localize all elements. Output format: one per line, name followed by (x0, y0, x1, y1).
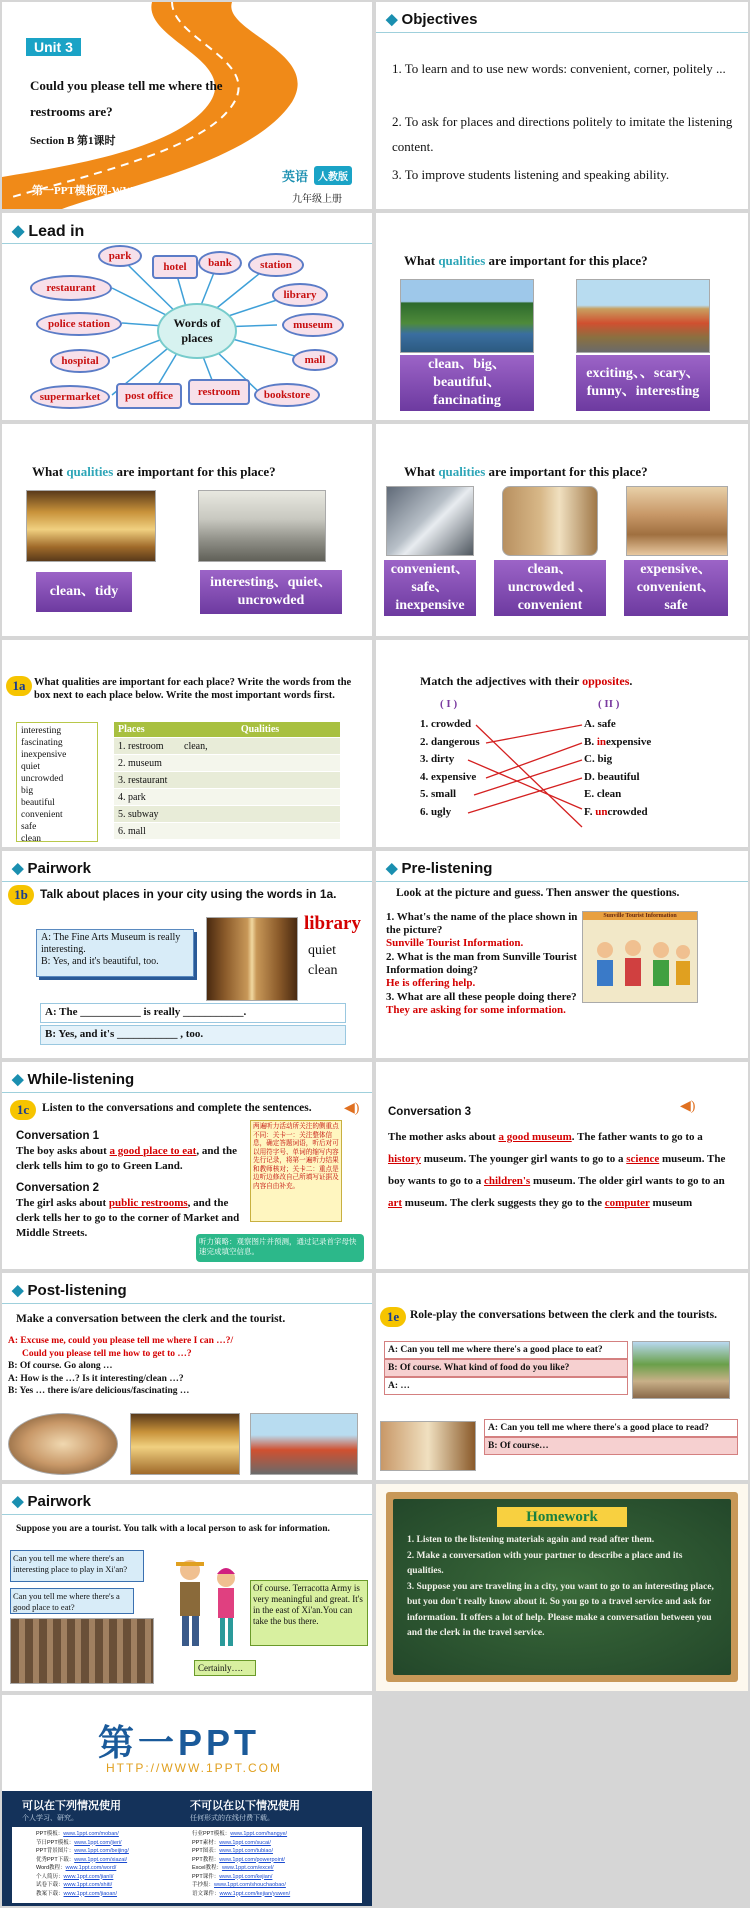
speaker-icon[interactable]: ◀) (344, 1101, 360, 1116)
slide-qualities-1[interactable] (376, 213, 748, 420)
link[interactable]: www.1ppt.com/jieri/ (74, 1839, 122, 1846)
badge-1c: 1c (10, 1100, 36, 1120)
match-lines (376, 640, 748, 847)
instruction: What qualities are important for each place? Write the words from the box next to each place below. Write the most important words first. (34, 677, 352, 701)
a1: Sunville Tourist Information. (386, 937, 524, 949)
pre-listening-heading: ◆ Pre-listening (386, 859, 492, 877)
link[interactable]: www.1ppt.com/sucai/ (219, 1839, 271, 1846)
link[interactable]: www.1ppt.com/kejian/ (219, 1873, 273, 1880)
a2: He is offering help. (386, 977, 476, 989)
word-item: safe (21, 822, 37, 832)
divider (2, 1303, 372, 1304)
restaurant-photo (130, 1413, 240, 1475)
link[interactable]: www.1ppt.com/xiazai/ (74, 1856, 128, 1863)
badge-1e: 1e (380, 1307, 406, 1327)
right-item: D. beautiful (584, 770, 640, 783)
link[interactable]: www.1ppt.com/beijing/ (74, 1848, 129, 1854)
divider (376, 881, 748, 882)
word-supermarket: supermarket (30, 385, 110, 409)
word-item: big (21, 786, 34, 796)
section-label: Section B 第1课时 (30, 135, 116, 147)
word-museum: museum (282, 313, 344, 337)
word-item: interesting (21, 726, 62, 736)
bubble-2: Can you tell me where there's a good place to eat? (10, 1588, 134, 1614)
site-label: 第一PPT模板网-WWW.1PPT.COM (32, 185, 202, 197)
homework-item: 3. Suppose you are traveling in a city, you want to go to an interesting place, but you don't really know about it. So you go to a travel service and ask for information. It offers a lot of help. Please make a conversation between you and the clerk in the travel service. (407, 1581, 714, 1638)
right-item: B. inexpensive (584, 735, 652, 748)
slide-lead-in[interactable] (2, 213, 372, 420)
line-5: B: Yes … there is/are delicious/fascinating … (8, 1386, 190, 1396)
lead-in-heading: ◆ Lead in (12, 221, 84, 241)
title-line2: restrooms are? (30, 104, 113, 119)
homework-list (407, 1533, 719, 1642)
left-item: 6. ugly (420, 805, 452, 818)
badge-1a: 1a (6, 676, 32, 696)
link[interactable]: www.1ppt.com/shiti/ (63, 1882, 113, 1888)
word-box (16, 722, 98, 842)
tourists-illustration (162, 1548, 252, 1658)
line-a1: A: Can you tell me where there's a good place to eat? (384, 1341, 628, 1359)
q2: 2. What is the man from Sunville Tourist Information doing? (386, 951, 577, 976)
objectives-heading: ◆ Objectives (386, 10, 477, 28)
link[interactable]: www.1ppt.com/powerpoint/ (219, 1856, 285, 1863)
instruction: Role-play the conversations between the clerk and the tourists. (410, 1309, 717, 1321)
link[interactable]: www.1ppt.com/kejian/yuwen/ (219, 1890, 291, 1897)
quality-2: clean (308, 963, 338, 978)
quality-box-2: clean、uncrowded 、convenient (494, 560, 606, 616)
col-places: Places (114, 722, 180, 738)
info-band (2, 1791, 372, 1906)
word-hotel: hotel (152, 255, 198, 279)
row-place: 2. museum (114, 755, 180, 772)
speaker-icon[interactable]: ◀) (680, 1099, 696, 1114)
word-item: uncrowded (21, 774, 64, 784)
slide-while-listening[interactable] (2, 1062, 372, 1269)
tourist-info-illustration (582, 911, 698, 1003)
row-qualities[interactable]: clean, (180, 738, 340, 755)
word-item: quiet (21, 762, 40, 772)
people-icon (583, 920, 697, 998)
place-word: library (304, 913, 361, 934)
row-qualities[interactable] (180, 806, 340, 823)
while-listening-heading: ◆ While-listening (12, 1070, 134, 1088)
pairwork-heading: ◆ Pairwork (12, 859, 91, 877)
slide-conversation3[interactable] (376, 1062, 748, 1269)
word-item: fascinating (21, 738, 63, 748)
library-room-photo (198, 490, 326, 562)
homework-item: 1. Listen to the listening materials again and read after them. (407, 1535, 655, 1545)
slide-pairwork-1b[interactable] (2, 851, 372, 1058)
chalkboard (386, 1492, 738, 1682)
bookstore-photo (380, 1421, 476, 1471)
conv2-label: Conversation 2 (16, 1182, 100, 1194)
objective-3: 3. To improve students listening and speaking ability. (392, 167, 670, 182)
link[interactable]: www.1ppt.com/moban/ (63, 1831, 119, 1837)
row-qualities[interactable] (180, 823, 340, 840)
divider (2, 1092, 372, 1093)
quality-box-1: clean、tidy (36, 572, 132, 612)
title-line1: Could you please tell me where the (30, 78, 223, 93)
bubble-a: A: The Fine Arts Museum is really interesting. (41, 932, 181, 955)
link[interactable]: www.1ppt.com/excel/ (221, 1865, 274, 1871)
amusement-photo (250, 1413, 358, 1475)
teacher-note: 两遍听力活动所关注的侧重点不同：关卡一：关注整体信息，确定答题词语，听后对可以用符字号、单词的缩写内容先行记录，将第一遍听力结果和教师核对；关卡二：重点是边听边修改自己所填写证据及内容自由补充。 (250, 1120, 342, 1222)
instruction: Make a conversation between the clerk and the tourist. (16, 1313, 286, 1325)
subway-photo (386, 486, 474, 556)
divider (2, 881, 372, 882)
line-b1: B: Of course. What kind of food do you like? (384, 1359, 628, 1377)
museum-hall-photo (8, 1413, 118, 1475)
line-a2: A: Can you tell me where there's a good place to read? (484, 1419, 738, 1437)
dialogue (8, 1335, 368, 1398)
bubble-4: Certainly…. (194, 1660, 256, 1676)
word-item: convenient (21, 810, 63, 820)
link[interactable]: www.1ppt.com/tubiao/ (219, 1848, 274, 1854)
row-place: 1. restroom (114, 738, 180, 755)
row-qualities[interactable] (180, 789, 340, 806)
library-photo (206, 917, 298, 1001)
left-head: ( I ) (440, 698, 458, 710)
slide-pairwork-xian[interactable] (2, 1484, 372, 1691)
slide-1e[interactable] (376, 1273, 748, 1480)
grade-label: 九年级上册 (292, 194, 342, 205)
slide-objectives[interactable] (376, 2, 748, 209)
word-hospital: hospital (50, 349, 110, 373)
q-block (386, 911, 582, 1017)
slide-pre-listening[interactable] (376, 851, 748, 1058)
links-right: 行业PPT模板：www.1ppt.com/hangye/ PPT素材：www.1ppt.com/sucai/ PPT图表：www.1ppt.com/tubiao/ PPT教程：www.1ppt.com/powerpoint/ Excel教程：www.1ppt.com/excel/ PPT课件：www.1ppt.com/kejian/ 手抄报：www.1ppt.com/shouchaobao/ 语文课件：www.1ppt.com/kejian/yuwen/ (192, 1831, 291, 1897)
instruction: Suppose you are a tourist. You talk with a local person to ask for information. (16, 1524, 330, 1534)
match-title: Match the adjectives with their opposites. (420, 674, 633, 688)
can-use-sub: 个人学习、研究。 (22, 1815, 78, 1822)
strategy-tip: 听力策略：观察图片并预测，通过记录首字母快速完成填空信息。 (196, 1234, 364, 1262)
left-item: 4. expensive (420, 770, 477, 783)
cannot-use-sub: 任何形式的在线付费下载。 (190, 1815, 274, 1822)
word-post-office: post office (116, 383, 182, 409)
can-use-title: 可以在下列情况使用 (22, 1800, 121, 1812)
bubble-b: B: Yes, and it's beautiful, too. (41, 956, 159, 967)
word-restaurant: restaurant (30, 275, 112, 301)
quality-1: quiet (308, 943, 336, 958)
link[interactable]: www.1ppt.com/word/ (65, 1865, 117, 1871)
quality-box-1: clean、big、beautiful、fancinating (400, 355, 534, 411)
forest-bridge-photo (400, 279, 534, 353)
row-place: 6. mall (114, 823, 180, 840)
post-listening-heading: ◆ Post-listening (12, 1281, 127, 1299)
homework-item: 2. Make a conversation with your partner to describe a place and its qualities. (407, 1550, 683, 1576)
conv1-text: The boy asks about a good place to eat, and the clerk tells him to go to Green Land. (16, 1145, 237, 1172)
word-item: beautiful (21, 798, 55, 808)
objective-1: 1. To learn and to use new words: convenient, corner, politely ... (392, 61, 726, 76)
center-oval: Words of places (157, 303, 237, 359)
links-panel (12, 1827, 362, 1903)
subject-label: 英语 (282, 169, 309, 184)
word-restroom: restroom (188, 379, 250, 405)
question: What qualities are important for this place? (404, 464, 648, 479)
places-table (114, 722, 340, 840)
question: What qualities are important for this place? (32, 464, 276, 479)
amusement-park-photo (576, 279, 710, 353)
links-left: PPT模板：www.1ppt.com/moban/ 节日PPT模板：www.1ppt.com/jieri/ PPT背景图片：www.1ppt.com/beijing/ 优秀PPT下载：www.1ppt.com/xiazai/ Word教程：www.1ppt.com/word/ 个人简历：www.1ppt.com/jianli/ 试卷下载：www.1ppt.com/shiti/ 教案下载：www.1ppt.com/jiaoan/ (36, 1831, 129, 1897)
frame-a: A: The ___________ is really ___________. (40, 1003, 346, 1023)
slide-1a[interactable] (2, 640, 372, 847)
word-item: inexpensive (21, 750, 67, 760)
conv1-label: Conversation 1 (16, 1130, 100, 1142)
quality-box-3: expensive、convenient、safe (624, 560, 728, 616)
unit-label: Unit 3 (26, 38, 81, 56)
bubble-3: Of course. Terracotta Army is very meaningful and great. It's in the east of Xi'an.You can take the bus there. (250, 1580, 368, 1646)
left-item: 3. dirty (420, 753, 455, 765)
line-3: B: Of course. Go along … (8, 1361, 113, 1371)
line-4: A: How is the …? Is it interesting/clean …? (8, 1373, 184, 1384)
instruction: Talk about places in your city using the words in 1a. (40, 887, 337, 901)
right-item: E. clean (584, 788, 622, 800)
link[interactable]: www.1ppt.com/shouchaobao/ (214, 1882, 286, 1888)
left-item: 5. small (420, 788, 457, 800)
badge-1b: 1b (8, 885, 34, 905)
slide-post-listening[interactable] (2, 1273, 372, 1480)
slide-footer-ad[interactable] (2, 1695, 372, 1906)
instruction: Listen to the conversations and complete the sentences. (42, 1102, 312, 1114)
left-item: 1. crowded (420, 718, 472, 730)
word-police-station: police station (36, 312, 122, 336)
word-station: station (248, 253, 304, 277)
street-photo (632, 1341, 730, 1399)
q3: 3. What are all these people doing there? (386, 991, 577, 1003)
slide-match[interactable] (376, 640, 748, 847)
right-item: F. uncrowded (584, 805, 648, 818)
a3: They are asking for some information. (386, 1004, 566, 1016)
right-head: ( II ) (598, 698, 620, 710)
right-item: C. big (584, 753, 613, 765)
info-sign: Sunville Tourist Information (583, 912, 697, 920)
link[interactable]: www.1ppt.com/hangye/ (230, 1831, 288, 1837)
row-place: 4. park (114, 789, 180, 806)
quality-box-2: exciting、、scary、funny、interesting (576, 355, 710, 411)
conv3-text: The mother asks about a good museum. The father wants to go to a history museum. The younger girl wants to go to a science museum. The boy wants to go to a children's museum. The older girl wants to go to an art museum. The clerk suggests they go to the computer museum (388, 1131, 726, 1209)
terracotta-photo (10, 1618, 154, 1684)
restroom-photo (502, 486, 598, 556)
logo-url: HTTP://WWW.1PPT.COM (106, 1761, 282, 1775)
dialogue-1 (384, 1341, 628, 1395)
word-bookstore: bookstore (254, 383, 320, 407)
line-b2: B: Of course… (484, 1437, 738, 1455)
line-a1b: A: … (384, 1377, 628, 1395)
word-library: library (272, 283, 328, 307)
conv2-text: The girl asks about public restrooms, and the clerk tells her to go to the corner of Market and Middle Streets. (16, 1197, 240, 1239)
instruction: Look at the picture and guess. Then answer the questions. (396, 887, 680, 899)
pairwork-heading: ◆ Pairwork (12, 1492, 91, 1510)
col-qualities: Qualities (180, 722, 340, 738)
logo-1ppt: 第一PPT (98, 1722, 261, 1763)
right-item: A. safe (584, 718, 616, 730)
quality-box-2: interesting、quiet、uncrowded (200, 570, 342, 614)
divider (376, 32, 748, 33)
conv3-label: Conversation 3 (388, 1106, 472, 1118)
homework-title: Homework (497, 1507, 627, 1527)
word-mall: mall (292, 349, 338, 371)
word-bank: bank (198, 251, 242, 275)
row-qualities[interactable] (180, 772, 340, 789)
left-item: 2. dangerous (420, 735, 480, 748)
divider (2, 1514, 372, 1515)
slide-title[interactable] (2, 2, 372, 209)
word-item: clean (21, 834, 42, 844)
edition-badge: 人教版 (314, 166, 352, 185)
slide-homework[interactable] (376, 1484, 748, 1691)
dining-hall-photo (26, 490, 156, 562)
line-1: A: Excuse me, could you please tell me where I can …?/ (8, 1336, 234, 1346)
bubble-1: Can you tell me where there's an interesting place to play in Xi'an? (10, 1550, 144, 1582)
mall-photo (626, 486, 728, 556)
dialogue-2 (484, 1419, 738, 1455)
slide-qualities-3[interactable] (376, 424, 748, 636)
line-2: Could you please tell me how to get to …? (22, 1348, 192, 1359)
question: What qualities are important for this place? (404, 253, 648, 268)
frame-b: B: Yes, and it's ___________ , too. (40, 1025, 346, 1045)
cannot-use-title: 不可以在以下情况使用 (190, 1800, 300, 1812)
quality-box-1: convenient、safe、inexpensive (384, 560, 476, 616)
row-place: 3. restaurant (114, 772, 180, 789)
link[interactable]: www.1ppt.com/jiaoan/ (63, 1890, 118, 1897)
link[interactable]: www.1ppt.com/jianli/ (63, 1873, 114, 1880)
objective-2: 2. To ask for places and directions politely to imitate the listening content. (392, 114, 733, 154)
word-park: park (98, 245, 142, 267)
row-qualities[interactable] (180, 755, 340, 772)
q1: 1. What's the name of the place shown in the picture? (386, 911, 578, 936)
slide-qualities-2[interactable] (2, 424, 372, 636)
row-place: 5. subway (114, 806, 180, 823)
example-bubble (36, 929, 194, 977)
